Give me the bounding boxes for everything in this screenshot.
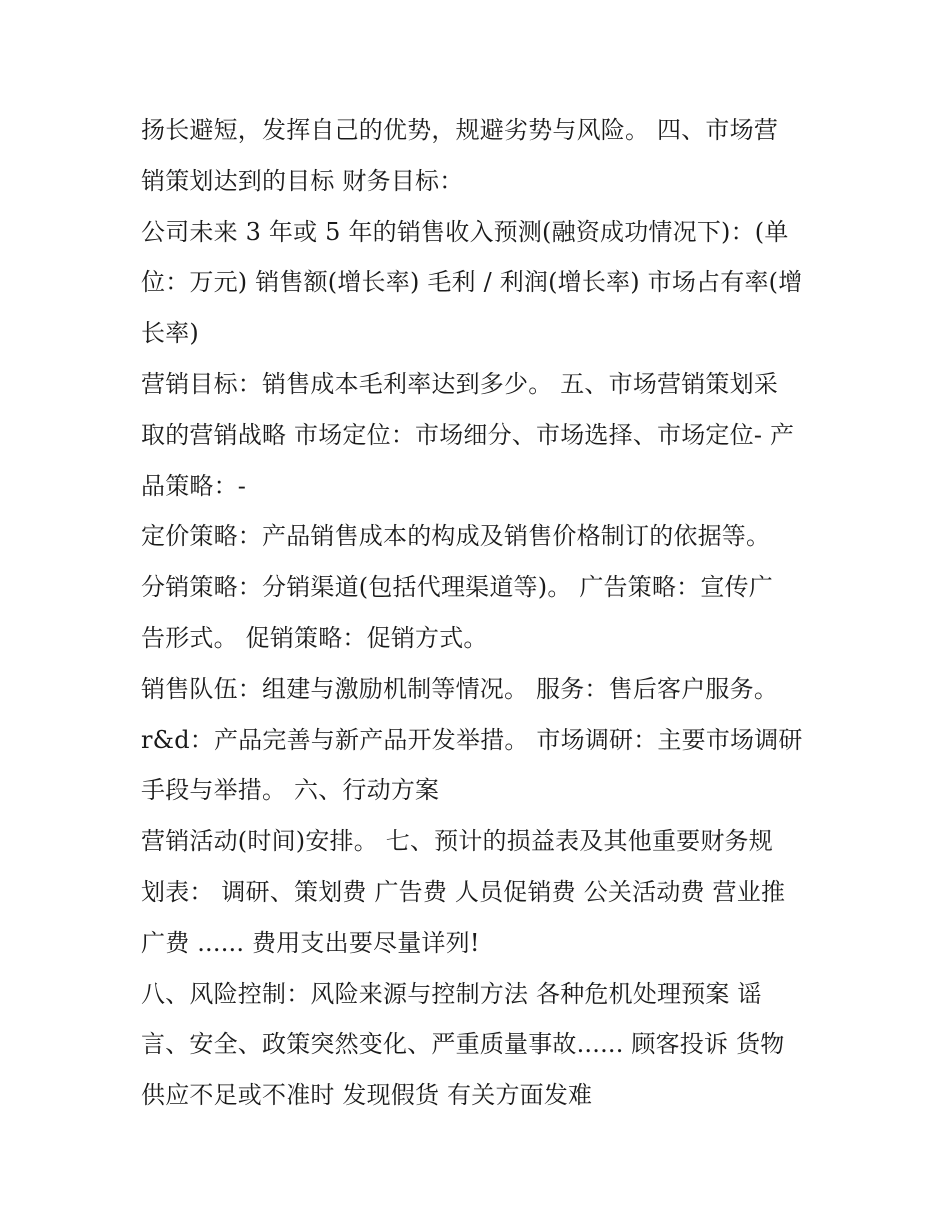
text-line: 营销目标：销售成本毛利率达到多少。 五、市场营销策划采 (141, 369, 779, 398)
text-line: 长率) (141, 319, 199, 348)
text-line: 手段与举措。 六、行动方案 (141, 776, 440, 805)
text-line: 销策划达到的目标 财务目标： (141, 166, 464, 195)
text-line: 扬长避短，发挥自己的优势，规避劣势与风险。 四、市场营 (141, 116, 779, 144)
text-line: 位：万元) 销售额(增长率) 毛利 / 利润(增长率) 市场占有率(增 (141, 268, 803, 297)
text-line: 品策略：- (141, 471, 247, 500)
text-line: 划表： 调研、策划费 广告费 人员促销费 公关活动费 营业推 (141, 877, 786, 906)
text-line: 取的营销战略 市场定位：市场细分、市场选择、市场定位- 产 (141, 420, 795, 449)
text-line: 供应不足或不准时 发现假货 有关方面发难 (141, 1081, 593, 1110)
text-line: 分销策略：分销渠道(包括代理渠道等)。 广告策略：宣传广 (141, 573, 773, 602)
text-line: 公司未来 3 年或 5 年的销售收入预测(融资成功情况下)：(单 (141, 217, 789, 246)
text-line: 告形式。 促销策略：促销方式。 (141, 623, 488, 652)
text-line: 定价策略：产品销售成本的构成及销售价格制订的依据等。 (141, 522, 771, 551)
text-line: 广费 ...... 费用支出要尽量详列! (141, 928, 480, 957)
text-line: 营销活动(时间)安排。 七、预计的损益表及其他重要财务规 (141, 827, 773, 856)
text-line: 销售队伍：组建与激励机制等情况。 服务：售后客户服务。 (141, 674, 779, 703)
text-line: r&d：产品完善与新产品开发举措。 市场调研：主要市场调研 (141, 725, 803, 754)
text-line: 言、安全、政策突然变化、严重质量事故...... 顾客投诉 货物 (141, 1030, 785, 1059)
document-body (141, 105, 821, 1121)
text-line: 八、风险控制：风险来源与控制方法 各种危机处理预案 谣 (141, 979, 762, 1008)
